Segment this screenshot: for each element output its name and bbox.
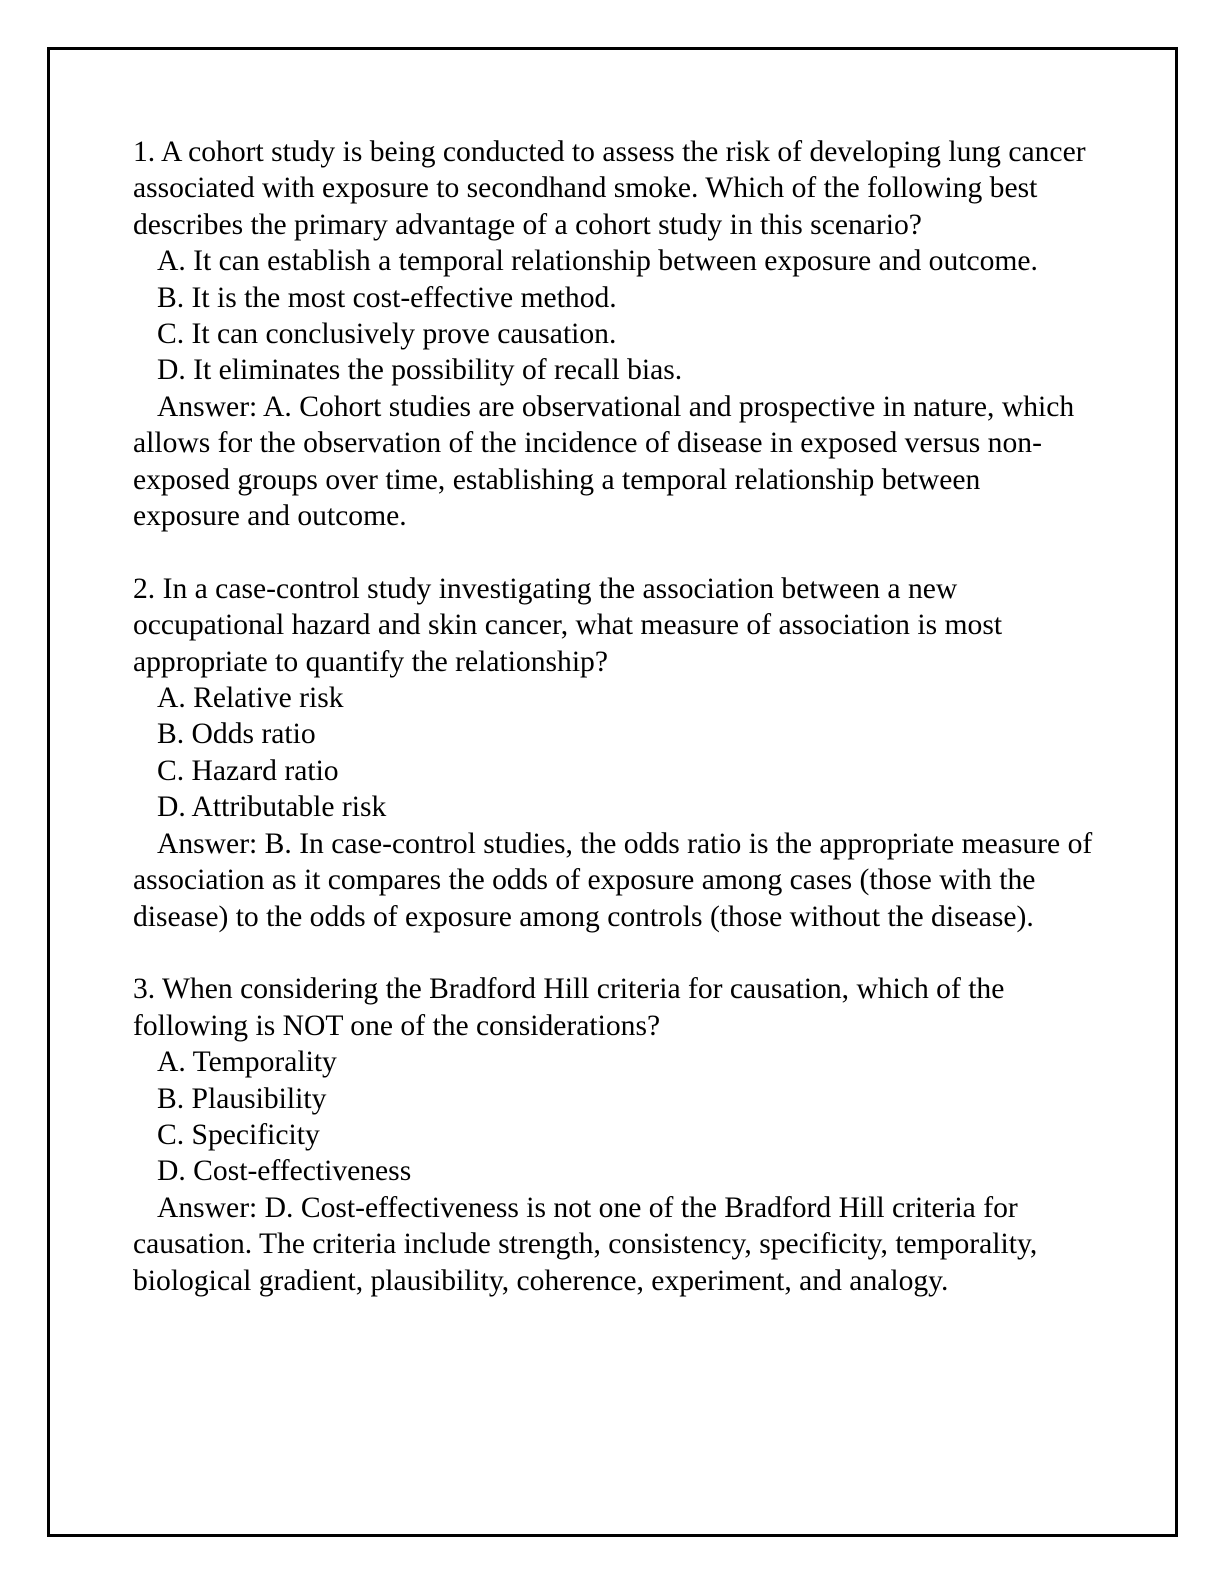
option-c: C. Specificity [157, 1118, 320, 1151]
option-d: D. Cost-effectiveness [157, 1155, 412, 1188]
option-a: A. Relative risk [157, 682, 344, 715]
question-2 [133, 571, 1093, 935]
option-b: B. Odds ratio [157, 718, 316, 751]
question-3 [133, 971, 1093, 1299]
option-a: A. Temporality [157, 1046, 337, 1079]
option-c: C. Hazard ratio [157, 754, 339, 787]
option-b: B. Plausibility [157, 1082, 327, 1115]
question-stem: 1. A cohort study is being conducted to assess the risk of developing lung cancer associated with exposure to secondhand smoke. Which of the following best describes the primary advantage of a cohort study in this scenario? [133, 136, 1086, 241]
answer-explanation: Answer: D. Cost-effectiveness is not one of the Bradford Hill criteria for causation. The criteria include strength, consistency, specificity, temporality, biological gradient, plausibility, coherence, experiment, and analogy. [133, 1191, 1038, 1297]
option-d: D. It eliminates the possibility of recall bias. [157, 354, 683, 387]
document-body [133, 134, 1093, 1335]
answer-explanation: Answer: A. Cohort studies are observational and prospective in nature, which allows for the observation of the incidence of disease in exposed versus non-exposed groups over time, establishing a temporal relationship between exposure and outcome. [133, 390, 1075, 533]
option-d: D. Attributable risk [157, 791, 387, 824]
question-stem: 3. When considering the Bradford Hill criteria for causation, which of the following is NOT one of the considerations? [133, 973, 1005, 1042]
option-b: B. It is the most cost-effective method. [157, 281, 617, 314]
answer-explanation: Answer: B. In case-control studies, the odds ratio is the appropriate measure of association as it compares the odds of exposure among cases (those with the disease) to the odds of exposure among controls (those without the disease). [133, 827, 1093, 933]
option-a: A. It can establish a temporal relationship between exposure and outcome. [157, 245, 1038, 278]
question-1 [133, 134, 1093, 534]
option-c: C. It can conclusively prove causation. [157, 318, 617, 351]
question-stem: 2. In a case-control study investigating the association between a new occupational hazard and skin cancer, what measure of association is most appropriate to quantify the relationship? [133, 572, 1003, 678]
